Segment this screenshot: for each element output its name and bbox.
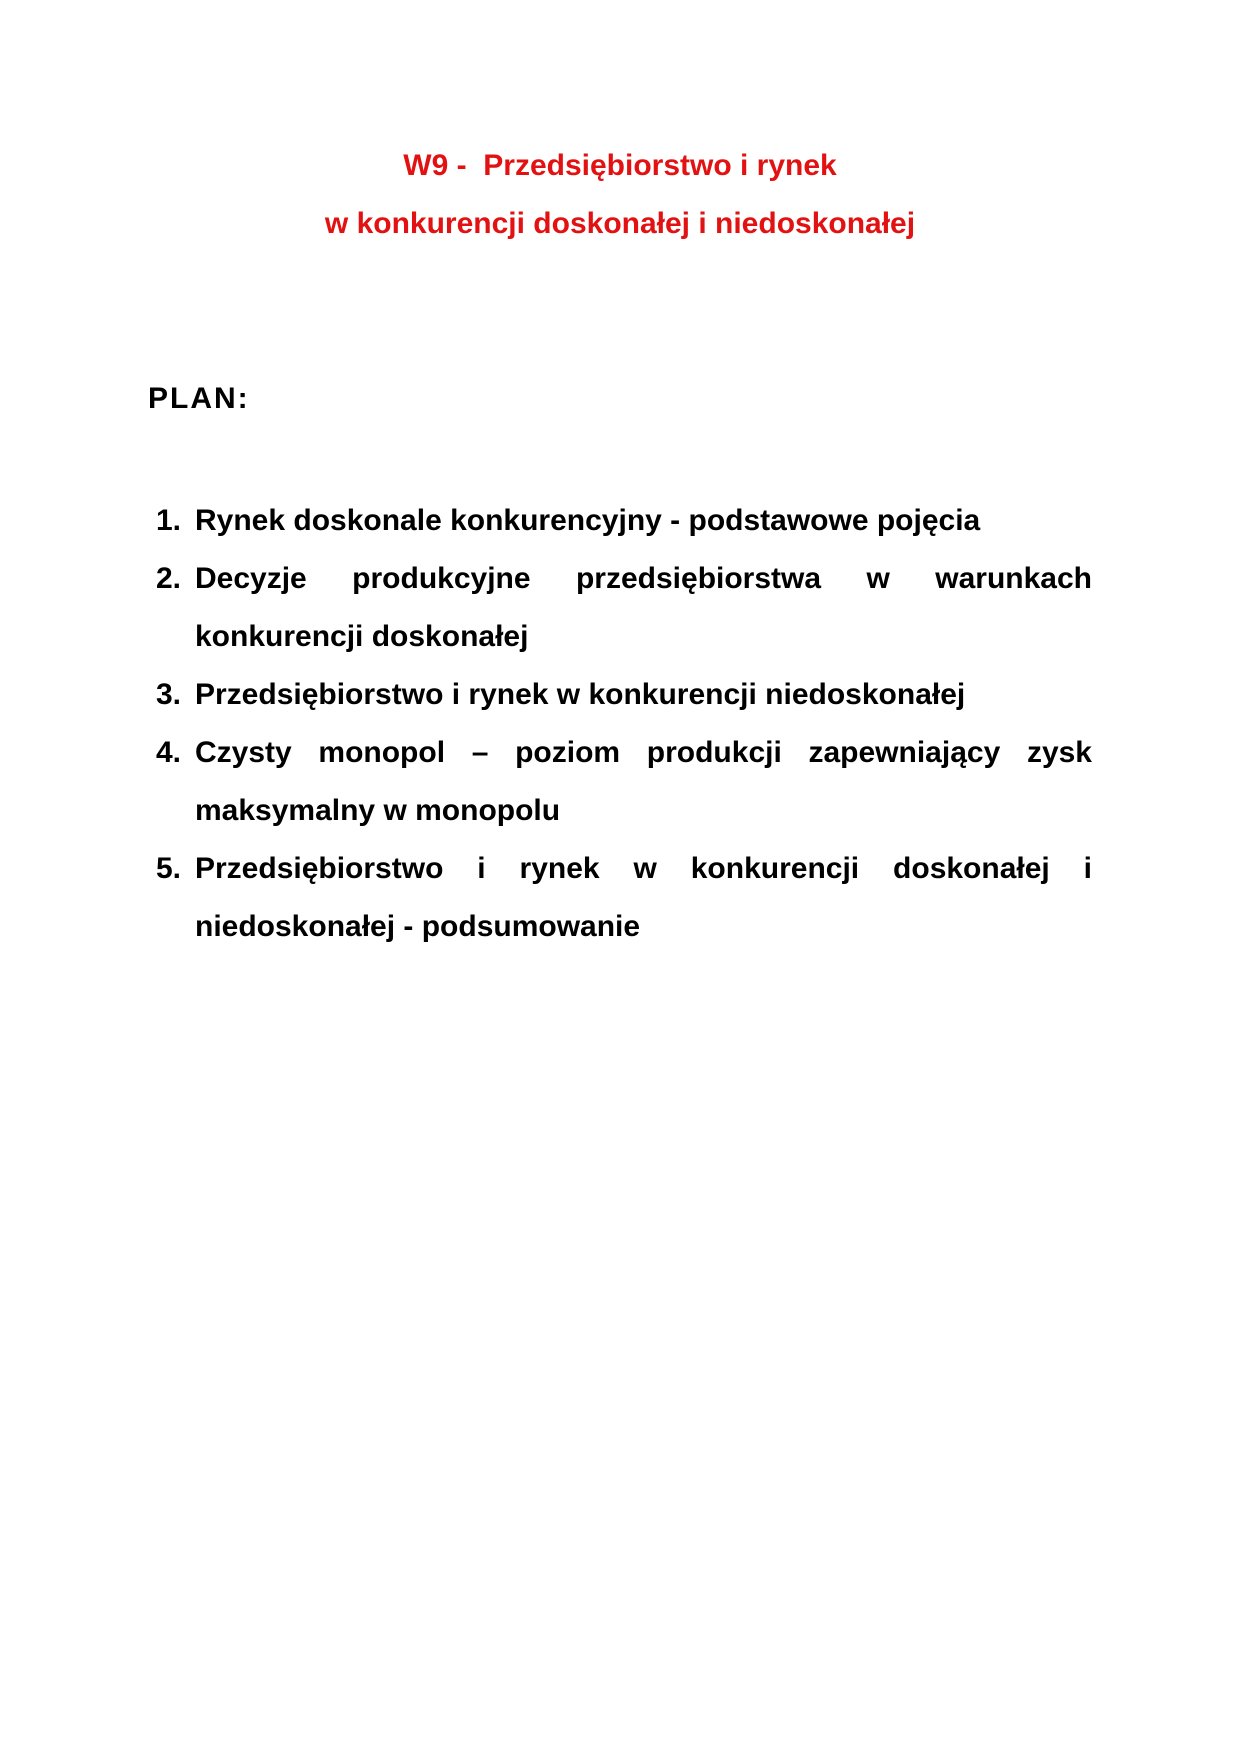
- plan-item-number: 2.: [156, 562, 182, 595]
- plan-item-text: Decyzje produkcyjne przedsiębiorstwa w warunkach konkurencji doskonałej: [195, 562, 1092, 653]
- plan-item-4: [148, 724, 1092, 840]
- plan-item-number: 1.: [156, 504, 182, 537]
- document-title-line-2: w konkurencji doskonałej i niedoskonałej: [324, 207, 916, 240]
- plan-item-1: [148, 492, 1092, 550]
- plan-item-text: Czysty monopol – poziom produkcji zapewniający zysk maksymalny w monopolu: [195, 736, 1092, 827]
- plan-item-2: [148, 550, 1092, 666]
- plan-item-5: [148, 840, 1092, 956]
- plan-item-number: 5.: [156, 852, 182, 885]
- plan-heading: PLAN:: [148, 382, 250, 415]
- plan-item-3: [148, 666, 1092, 724]
- plan-item-number: 3.: [156, 678, 182, 711]
- plan-item-number: 4.: [156, 736, 182, 769]
- plan-item-text: Rynek doskonale konkurencyjny - podstawowe pojęcia: [195, 504, 981, 537]
- document-title-line-1: W9 - Przedsiębiorstwo i rynek: [403, 149, 837, 182]
- plan-item-text: Przedsiębiorstwo i rynek w konkurencji doskonałej i niedoskonałej - podsumowanie: [195, 852, 1092, 943]
- plan-list: [148, 492, 1092, 956]
- plan-item-text: Przedsiębiorstwo i rynek w konkurencji niedoskonałej: [195, 678, 966, 711]
